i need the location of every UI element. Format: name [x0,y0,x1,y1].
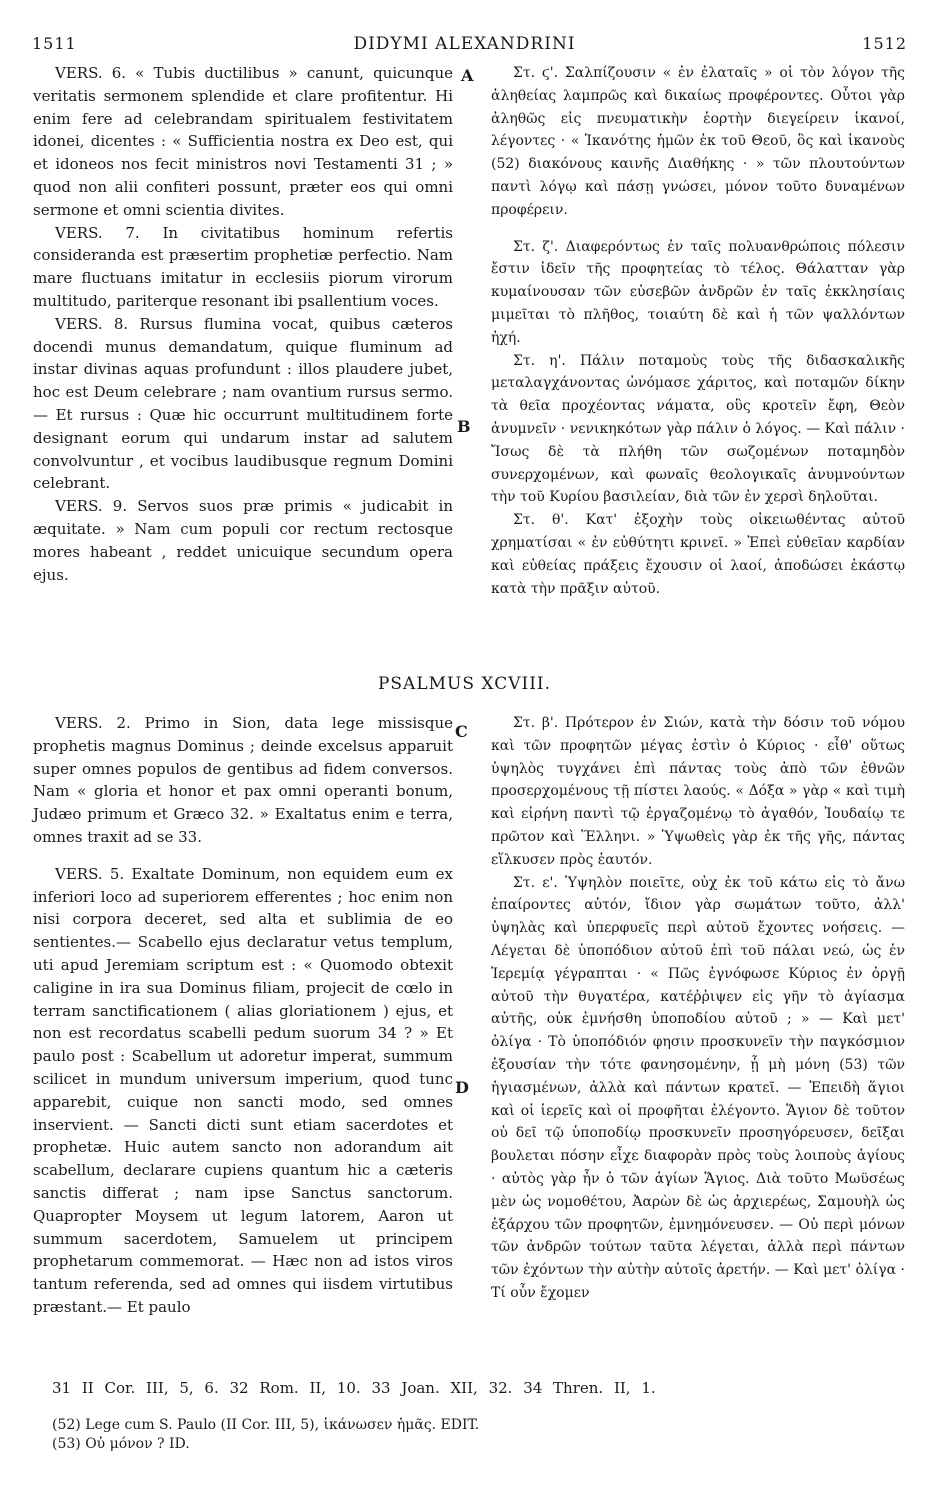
latin-verse-8: VERS. 8. Rursus flumina vocat, quibus cæteros docendi munus demandatum, quique fluminum ad instar divinas aquas profundunt : illos plaudere jubet, hoc est Deum celebrare ; nam ovantium rursus sermo. — Et rursus : Quæ hic occurrunt multitudinem forte designant eorum qui undarum instar ad salutem convolvuntur , et vocibus laudibusque regnum Domini celebrant. [33,314,453,493]
note-52: (52) Lege cum S. Paulo (II Cor. III, 5), ἱκάνωσεν ἡμᾶς. EDIT. [52,1417,480,1433]
margin-letter-b: B [457,417,471,436]
greek-verse-8: Στ. η'. Πάλιν ποταμοὺς τοὺς τῆς διδασκαλικῆς μεταλαγχάνοντας ὠνόμασε χάριτος, καὶ ποταμῶν δίκην τὰ θεῖα προχέοντας νάματα, οὓς κροτεῖν ἔφη, Θεὸν ἀνυμνεῖν · νενικηκότων γὰρ πάλιν ὁ λόγος. — Καὶ πάλιν · Ἴσως δὲ τὰ πλήθη τῶν σωζομένων ποταμηδὸν συνερχομένων, καὶ φωναῖς θεολογικαῖς ἀνυμνούντων τὴν τοῦ Κυρίου βασιλείαν, διὰ τῶν ἐν χερσὶ δηλοῦται. [491,352,905,506]
greek-column-top [491,62,905,600]
margin-letter-a: A [461,66,474,85]
latin-verse-7: VERS. 7. In civitatibus hominum refertis considerandа est præsertim prophetiæ perfectio. Nam mare fluctuans imitatur in ecclesiis piorum virorum multitudo, pariterque resonant ibi psallentium voces. [33,223,453,310]
note-53: (53) Οὐ μόνον ? ID. [52,1436,190,1452]
latin-column-top [33,62,453,586]
latin-verse-9: VERS. 9. Servos suos præ primis « judicabit in æquitate. » Nam cum populi cor rectum rectosque mores habeant , reddet unicuique secundum opera ejus. [33,497,453,584]
margin-letter-c: C [455,722,468,741]
latin-psalm-verse-2: VERS. 2. Primo in Sion, data lege missisque prophetis magnus Dominus ; deinde excelsus apparuit super omnes populos de gentibus ad fidem conversos. Nam « gloria et honor et pax omni operanti bonum, Judæo primum et Græco 32. » Exaltatus enim e terra, omnes traxit ad se 33. [33,714,453,846]
latin-column-bottom [33,712,453,1319]
right-page-number: 1512 [862,34,907,53]
margin-letter-d: D [455,1078,469,1097]
greek-psalm-verse-2: Στ. β'. Πρότερον ἐν Σιών, κατὰ τὴν δόσιν τοῦ νόμου καὶ τῶν προφητῶν μέγας ἐστὶν ὁ Κύριος · εἶθ' οὕτως ὑψηλὸς τυγχάνει ἐπὶ πάντας τοὺς ἀπὸ τῶν ἐθνῶν προσερχομένους τῇ πίστει λαούς. « Δόξα » γὰρ « καὶ τιμὴ καὶ εἰρήνη παντὶ τῷ ἐργαζομένῳ τὸ ἀγαθόν, Ἰουδαίῳ τε πρῶτον καὶ Ἕλληνι. » Ὑψωθεὶς γὰρ ἐκ τῆς γῆς, πάντας εἵλκυσεν πρὸς ἑαυτόν. [491,715,905,868]
greek-column-bottom [491,712,905,1305]
running-title: DIDYMI ALEXANDRINI [353,34,576,54]
editorial-notes [52,1416,479,1454]
latin-verse-6: VERS. 6. « Tubis ductilibus » canunt, quicunque veritatis sermonem splendide et clare profitentur. Hi enim fere ad celebrandam spiritualem festivitatem idonei, dicentes : « Sufficientia nostra ex Deo est, qui et idoneos nos fecit ministros novi Testamenti 31 ; » quod non alii confiteri possunt, præter eos qui omni sermone et omni scientia divites. [33,64,453,219]
latin-psalm-verse-5: VERS. 5. Exaltate Dominum, non equidem eum ex inferiori loco ad superiorem efferentes ; hoc enim non nisi corpora deceret, sed alta et sublimia de eo sentientes.— Scabello ejus declaratur vetus templum, uti apud Jeremiam scriptum est : « Quomodo obtexit caligine in ira sua Dominus filiam, projecit de cœlo in terram sanctificationem ( alias gloriationem ) ejus, et non est recordatus scabelli pedum suorum 34 ? » Et paulo post : Scabellum ut adoretur imperat, summum scilicet in mundum universum imperium, quod tunc apparebit, cuique non sancti modo, sed omnes inservient. — Sancti dicti sunt etiam sacerdotes et prophetæ. Huic autem sancto non adorandum ait scabellum, declarare cupiens quantum hic a cæteris sanctis differat ; nam ipse Sanctus sanctorum. Quapropter Moysem ut legum latorem, Aaron ut summum sacerdotem, Samuelem ut principem prophetarum commemorat. — Hæc non ad istos viros tantum referenda, sed ad omnes qui iisdem virtutibus præstant.— Et paulo [33,864,453,1316]
page-header [22,30,907,58]
greek-verse-6: Στ. ϛ'. Σαλπίζουσιν « ἐν ἐλαταῖς » οἱ τὸν λόγον τῆς ἀληθείας λαμπρῶς καὶ δικαίως προφέροντες. Οὗτοι γὰρ ἀληθῶς εἰς πνευματικὴν ἑορτὴν διεγείρειν ἱκανοί, λέγοντες · « Ἱκανότης ἡμῶν ἐκ τοῦ Θεοῦ, ὃς καὶ ἱκανοὺς (52) διακόνους καινῆς Διαθήκης · » τῶν πλουτούντων παντὶ λόγῳ καὶ πάσῃ γνώσει, μόνον τοῦτο δυναμένων προφέρειν. [491,65,905,218]
scripture-footnotes: 31 II Cor. III, 5, 6. 32 Rom. II, 10. 33 Joan. XII, 32. 34 Thren. II, 1. [52,1379,656,1397]
greek-verse-9: Στ. θ'. Κατ' ἐξοχὴν τοὺς οἰκειωθέντας αὐτοῦ χρηματίσαι « ἐν εὐθύτητι κρινεῖ. » Ἐπεὶ εὐθεῖαν καρδίαν καὶ εὐθείας πράξεις ἔχουσιν οἱ λαοί, ἀποδώσει ἑκάστῳ κατὰ τὴν πρᾶξιν αὐτοῦ. [491,512,905,597]
greek-verse-7: Στ. ζ'. Διαφερόντως ἐν ταῖς πολυανθρώποις πόλεσιν ἔστιν ἰδεῖν τῆς προφητείας τὸ τέλος. Θάλατταν γὰρ κυμαίνουσαν τῶν εὐσεβῶν ἀνδρῶν ἐν ταῖς ἐκκλησίαις μιμεῖται τὸ πλῆθος, τοιαύτη δὲ καὶ ἡ τῶν ψαλλόντων ἠχή. [491,238,905,346]
section-title: PSALMUS XCVIII. [377,674,552,694]
left-page-number: 1511 [32,34,77,53]
greek-psalm-verse-5: Στ. ε'. Ὑψηλὸν ποιεῖτε, οὐχ ἐκ τοῦ κάτω εἰς τὸ ἄνω ἐπαίροντες αὐτόν, ἴδιον γὰρ σωμάτων τοῦτο, ἀλλ' ὑψηλὰς καὶ ὑπερφυεῖς περὶ αὐτοῦ ἔχοντες νοήσεις. — Λέγεται δὲ ὑποπόδιον αὐτοῦ ἐπὶ τοῦ πάλαι νεώ, ὡς ἐν Ἱερεμίᾳ γέγραπται · « Πῶς ἐγνόφωσε Κύριος ἐν ὀργῇ αὐτοῦ τὴν θυγατέρα, κατέῤῥιψεν εἰς γῆν τὸ ἁγίασμα αὐτῆς, οὐκ ἐμνήσθη ὑποποδίου αὐτοῦ ; » — Καὶ μετ' ὀλίγα · Τὸ ὑποπόδιόν φησιν προσκυνεῖν τὴν παγκόσμιον ἐξουσίαν τὴν τότε φανησομένην, ᾗ μὴ μόνη (53) τῶν ἡγιασμένων, ἀλλὰ καὶ πάντων κρατεῖ. — Ἐπειδὴ ἅγιοι καὶ οἱ ἱερεῖς καὶ οἱ προφῆται ἐλέγοντο. Ἅγιον δὲ τοῦτον οὐ δεῖ τῷ ὑποποδίῳ προσκυνεῖν προσηγόρευσεν, δεῖξαι βουλεται πόσην εἶχε διαφορὰν πρὸς τοὺς λοιποὺς ἁγίους · αὐτὸς γὰρ ἦν ὁ τῶν ἁγίων Ἅγιος. Διὰ τοῦτο Μωϋσέως μὲν ὡς νομοθέτου, Ἀαρὼν δὲ ὡς ἀρχιερέως, Σαμουὴλ ὡς ἐξάρχου τῶν προφητῶν, ἐμνημόνευσεν. — Οὐ περὶ μόνων τῶν ἀνδρῶν τούτων ταῦτα λέγεται, ἀλλὰ περὶ πάντων τῶν ἐχόντων τὴν αὐτὴν αὐτοῖς ἀρετήν. — Καὶ μετ' ὀλίγα · Τί οὖν ἔχομεν [491,874,905,1301]
